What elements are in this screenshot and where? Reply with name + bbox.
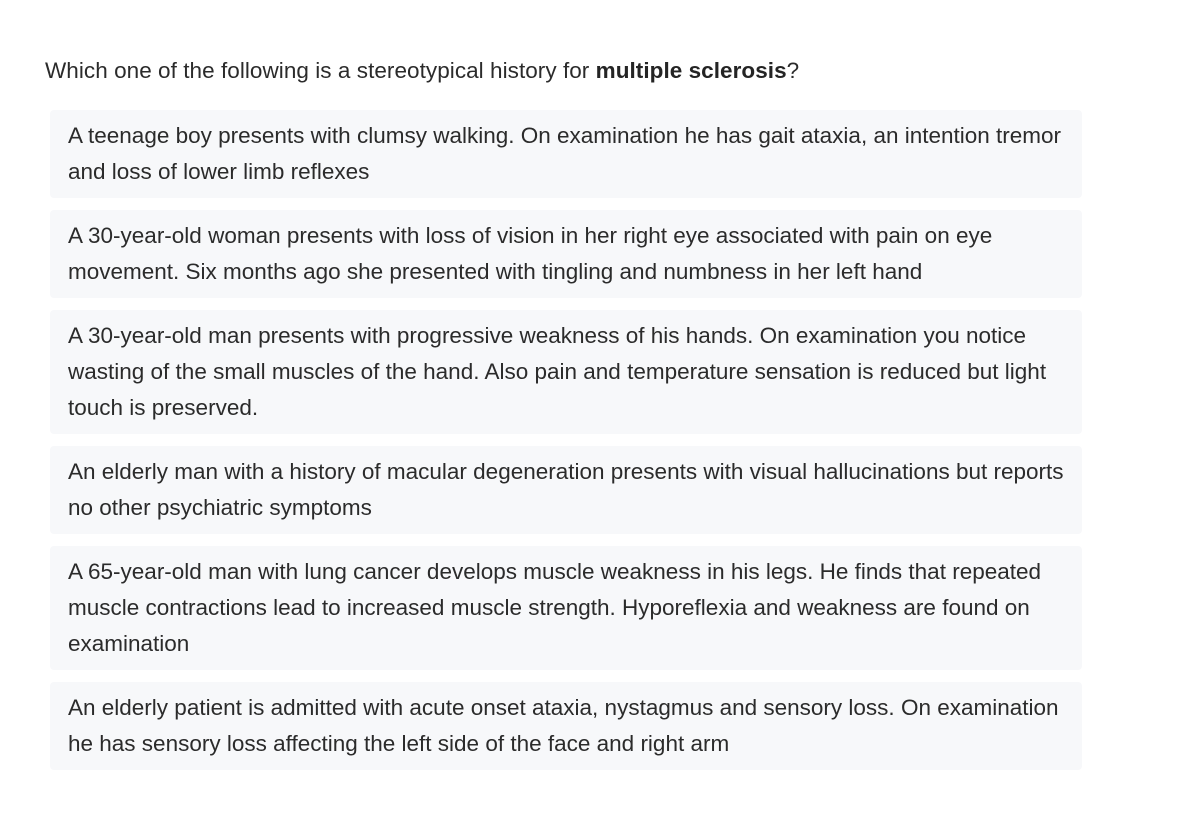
answer-option-label: An elderly man with a history of macular degeneration presents with visual hallucinations but reports no other psychiatric symptoms <box>68 459 1064 520</box>
answer-option-label: A teenage boy presents with clumsy walking. On examination he has gait ataxia, an intention tremor and loss of lower limb reflexes <box>68 123 1062 184</box>
answer-options <box>50 110 1082 782</box>
question-prefix: Which one of the following is a stereotypical history for <box>45 58 596 83</box>
answer-option-label: A 30-year-old man presents with progressive weakness of his hands. On examination you notice wasting of the small muscles of the hand. Also pain and temperature sensation is reduced but light touch is preserved. <box>68 323 1047 420</box>
answer-option-label: A 30-year-old woman presents with loss of vision in her right eye associated with pain on eye movement. Six months ago she presented with tingling and numbness in her left hand <box>68 223 993 284</box>
answer-option-5[interactable] <box>50 546 1082 670</box>
answer-option-6[interactable] <box>50 682 1082 770</box>
answer-option-label: An elderly patient is admitted with acute onset ataxia, nystagmus and sensory loss. On examination he has sensory loss affecting the left side of the face and right arm <box>68 695 1059 756</box>
question-text <box>45 54 799 88</box>
question-emphasis: multiple sclerosis <box>595 58 787 83</box>
answer-option-label: A 65-year-old man with lung cancer develops muscle weakness in his legs. He finds that repeated muscle contractions lead to increased muscle strength. Hyporeflexia and weakness are found on examination <box>68 559 1042 656</box>
answer-option-2[interactable] <box>50 210 1082 298</box>
question-suffix: ? <box>786 58 800 83</box>
answer-option-4[interactable] <box>50 446 1082 534</box>
answer-option-1[interactable] <box>50 110 1082 198</box>
answer-option-3[interactable] <box>50 310 1082 434</box>
